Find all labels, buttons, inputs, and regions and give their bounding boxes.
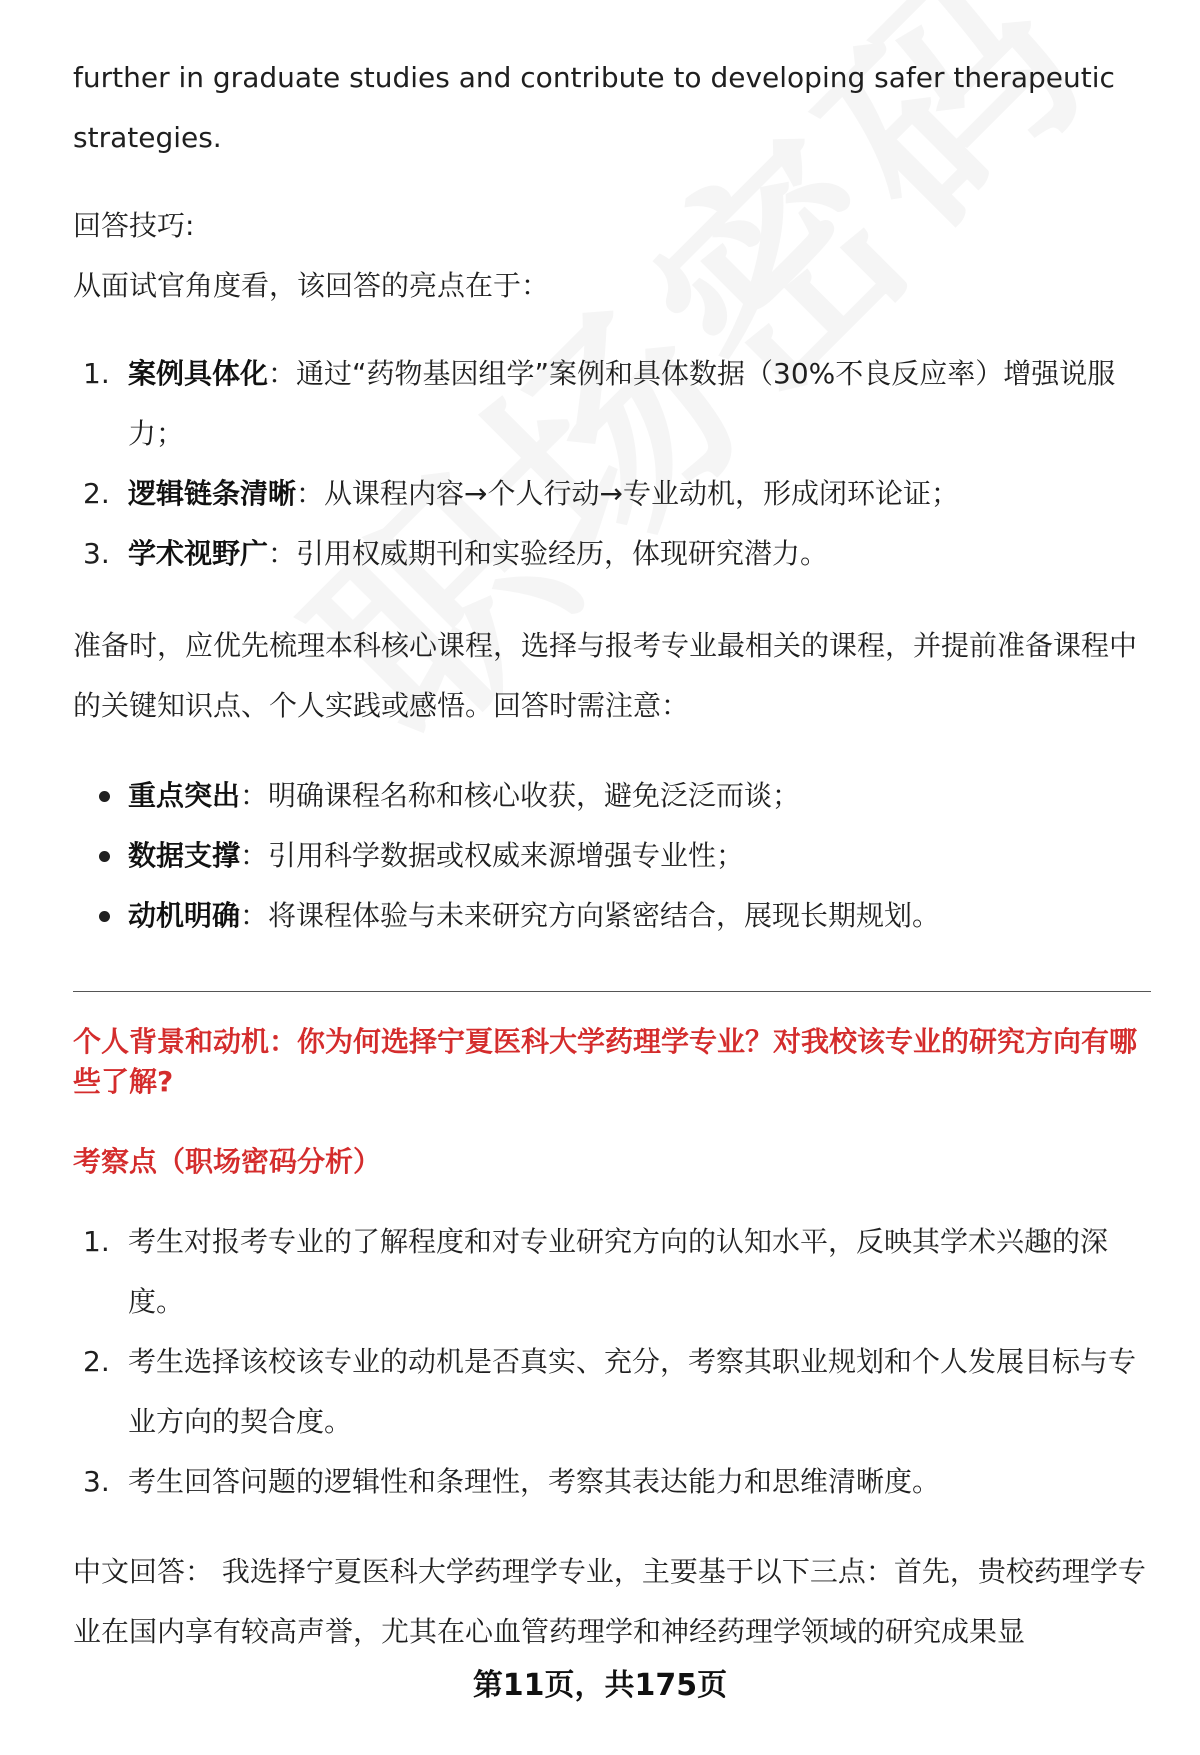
list-number: 1. — [83, 1225, 110, 1258]
bullet-icon — [99, 851, 110, 862]
notes-list — [73, 766, 1153, 946]
item-text: ：通过“药物基因组学”案例和具体数据（30%不良反应率）增强说服力； — [128, 357, 1116, 450]
highlights-list — [73, 344, 1153, 584]
item-title: 重点突出 — [128, 779, 241, 812]
section-divider — [73, 991, 1151, 992]
assessment-label: 考察点（职场密码分析） — [73, 1145, 382, 1178]
question-title: 个人背景和动机：你为何选择宁夏医科大学药理学专业？对我校该专业的研究方向有哪些了解? — [73, 1025, 1138, 1098]
list-item — [73, 464, 1153, 524]
list-item — [73, 766, 1153, 826]
item-text: ：引用权威期刊和实验经历，体现研究潜力。 — [268, 537, 829, 570]
item-title: 动机明确 — [128, 899, 241, 932]
list-item — [73, 524, 1153, 584]
item-title: 逻辑链条清晰 — [128, 477, 297, 510]
page-footer: 第11页，共175页 — [472, 1668, 728, 1703]
list-item — [73, 826, 1153, 886]
list-number: 3. — [83, 537, 110, 570]
item-text: 考生选择该校该专业的动机是否真实、充分，考察其职业规划和个人发展目标与专业方向的契合度。 — [128, 1345, 1137, 1438]
item-text: ：明确课程名称和核心收获，避免泛泛而谈； — [240, 779, 801, 812]
intro-paragraph: further in graduate studies and contribute to developing safer therapeutic strategies. — [73, 61, 1115, 154]
answer-paragraph: 中文回答： 我选择宁夏医科大学药理学专业，主要基于以下三点：首先，贵校药理学专业在国内享有较高声誉，尤其在心血管药理学和神经药理学领域的研究成果显 — [73, 1555, 1146, 1648]
list-number: 2. — [83, 1345, 110, 1378]
list-number: 3. — [83, 1465, 110, 1498]
item-title: 数据支撑 — [128, 839, 241, 872]
item-title: 学术视野广 — [128, 537, 269, 570]
list-item — [73, 1452, 1153, 1512]
item-text: ：将课程体验与未来研究方向紧密结合，展现长期规划。 — [240, 899, 941, 932]
list-number: 2. — [83, 477, 110, 510]
document-page — [73, 0, 1153, 1662]
item-text: ：从课程内容→个人行动→专业动机，形成闭环论证； — [296, 477, 959, 510]
list-item — [73, 1212, 1153, 1332]
assessment-list — [73, 1212, 1153, 1512]
tips-intro: 从面试官角度看，该回答的亮点在于： — [73, 269, 550, 302]
item-text: ：引用科学数据或权威来源增强专业性； — [240, 839, 745, 872]
item-text: 考生回答问题的逻辑性和条理性，考察其表达能力和思维清晰度。 — [128, 1465, 941, 1498]
list-number: 1. — [83, 357, 110, 390]
list-item — [73, 886, 1153, 946]
item-text: 考生对报考专业的了解程度和对专业研究方向的认知水平，反映其学术兴趣的深度。 — [128, 1225, 1109, 1318]
tips-label: 回答技巧: — [73, 209, 195, 242]
prep-paragraph: 准备时，应优先梳理本科核心课程，选择与报考专业最相关的课程，并提前准备课程中的关键知识点、个人实践或感悟。回答时需注意： — [73, 629, 1138, 722]
bullet-icon — [99, 911, 110, 922]
item-title: 案例具体化 — [128, 357, 269, 390]
list-item — [73, 1332, 1153, 1452]
list-item — [73, 344, 1153, 464]
bullet-icon — [99, 791, 110, 802]
